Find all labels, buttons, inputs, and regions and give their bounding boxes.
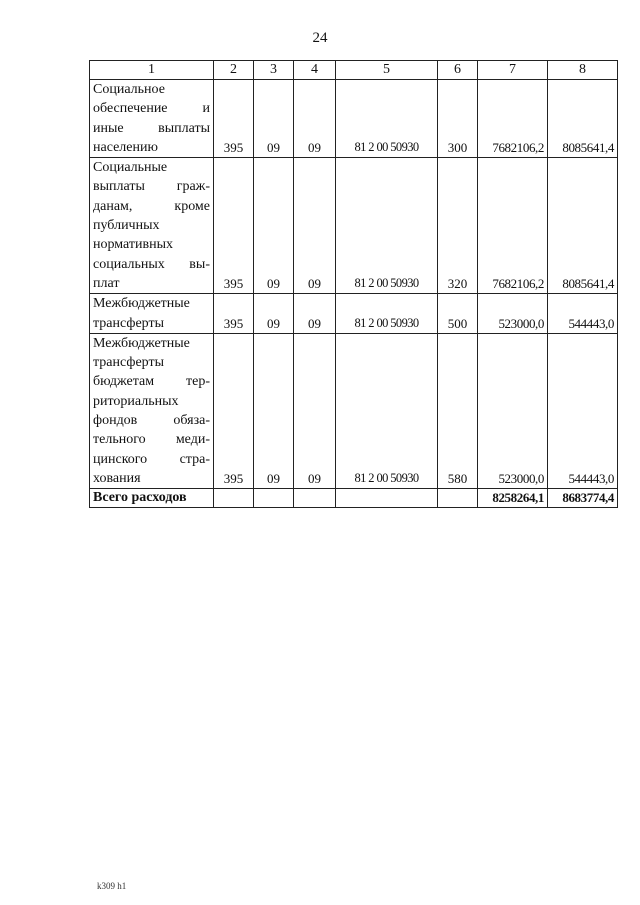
cell-value: 395 xyxy=(214,158,254,294)
empty-cell xyxy=(294,489,336,508)
cell-value: 09 xyxy=(254,80,294,158)
cell-value: 09 xyxy=(294,80,336,158)
row-name: Межбюджетные трансферты xyxy=(90,294,214,334)
cell-value: 544443,0 xyxy=(548,333,618,488)
cell-value: 09 xyxy=(294,158,336,294)
cell-value: 320 xyxy=(438,158,478,294)
cell-value: 09 xyxy=(254,158,294,294)
cell-value: 523000,0 xyxy=(478,294,548,334)
table-row xyxy=(90,158,618,294)
total-value: 8258264,1 xyxy=(478,489,548,508)
cell-value: 544443,0 xyxy=(548,294,618,334)
total-value: 8683774,4 xyxy=(548,489,618,508)
empty-cell xyxy=(336,489,438,508)
row-name: Социальные выплаты гражданам, кроме публичных нормативных социальных выплат xyxy=(90,158,214,294)
table-row xyxy=(90,333,618,488)
page-number: 24 xyxy=(312,30,328,46)
cell-value: 7682106,2 xyxy=(478,158,548,294)
cell-value: 09 xyxy=(294,294,336,334)
header-row xyxy=(90,61,618,80)
cell-value: 300 xyxy=(438,80,478,158)
column-header: 8 xyxy=(548,61,618,80)
column-header: 5 xyxy=(336,61,438,80)
cell-value: 09 xyxy=(254,333,294,488)
empty-cell xyxy=(254,489,294,508)
column-header: 6 xyxy=(438,61,478,80)
cell-value: 8085641,4 xyxy=(548,158,618,294)
cell-value: 523000,0 xyxy=(478,333,548,488)
table-row xyxy=(90,80,618,158)
cell-value: 09 xyxy=(294,333,336,488)
column-header: 7 xyxy=(478,61,548,80)
cell-value: 09 xyxy=(254,294,294,334)
budget-table xyxy=(89,60,618,508)
cell-value: 395 xyxy=(214,80,254,158)
cell-value: 81 2 00 50930 xyxy=(336,80,438,158)
cell-value: 81 2 00 50930 xyxy=(336,158,438,294)
cell-value: 500 xyxy=(438,294,478,334)
row-name: Социальное обеспечение и иные выплаты населению xyxy=(90,80,214,158)
total-label: Всего расходов xyxy=(90,489,214,508)
column-header: 2 xyxy=(214,61,254,80)
empty-cell xyxy=(214,489,254,508)
column-header: 4 xyxy=(294,61,336,80)
empty-cell xyxy=(438,489,478,508)
cell-value: 580 xyxy=(438,333,478,488)
cell-value: 81 2 00 50930 xyxy=(336,294,438,334)
footer-code: k309 h1 xyxy=(97,881,127,891)
row-name: Межбюджетные трансферты бюджетам территориальных фондов обязательного медицинского страхования xyxy=(90,333,214,488)
table-row xyxy=(90,294,618,334)
cell-value: 81 2 00 50930 xyxy=(336,333,438,488)
total-row xyxy=(90,489,618,508)
cell-value: 7682106,2 xyxy=(478,80,548,158)
column-header: 1 xyxy=(90,61,214,80)
cell-value: 395 xyxy=(214,294,254,334)
cell-value: 395 xyxy=(214,333,254,488)
column-header: 3 xyxy=(254,61,294,80)
cell-value: 8085641,4 xyxy=(548,80,618,158)
